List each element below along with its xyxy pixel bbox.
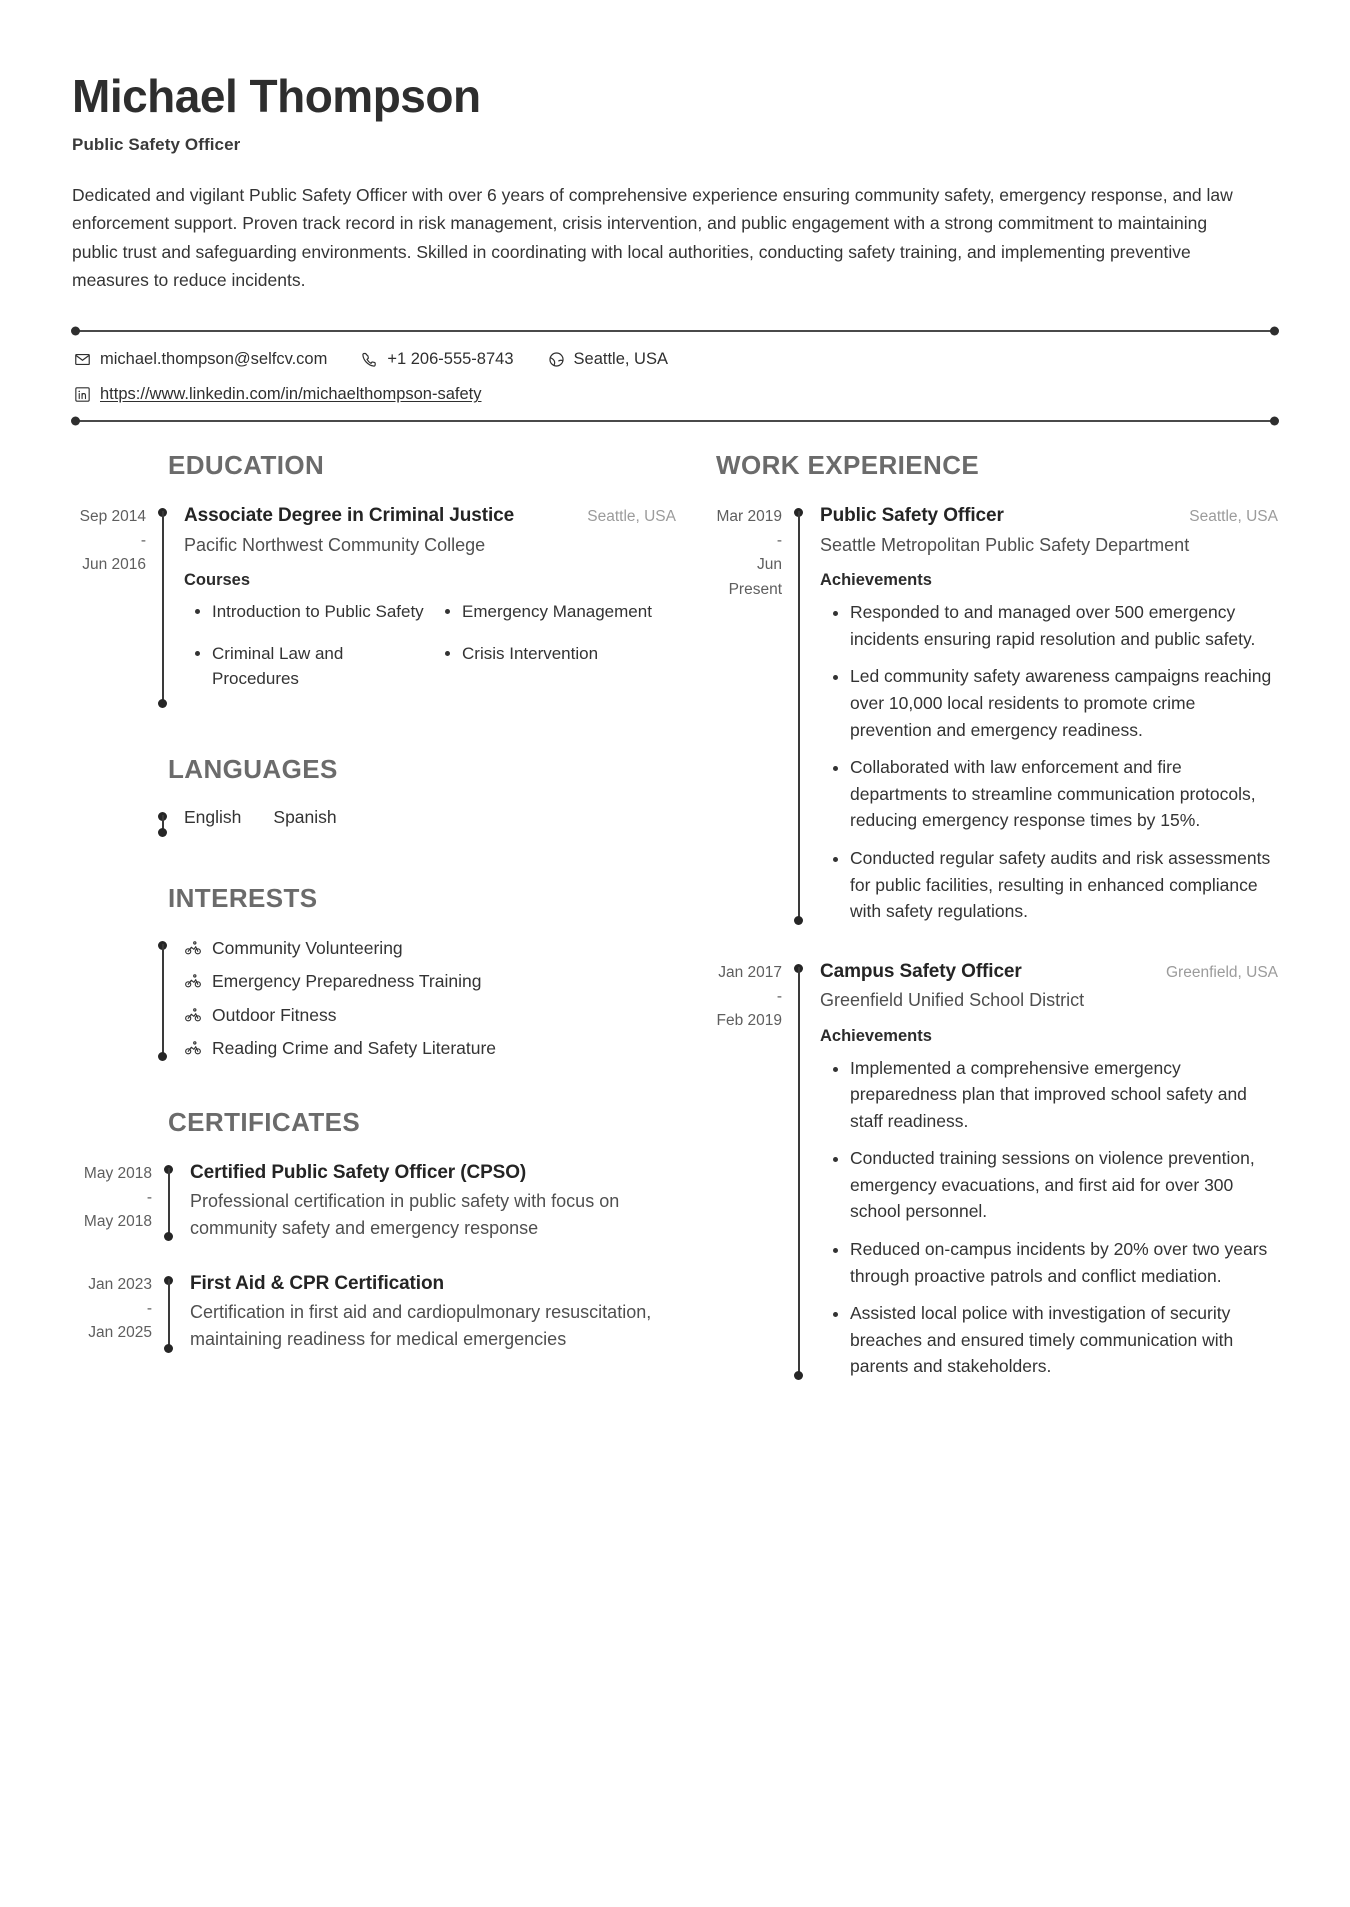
- section-education: [72, 450, 676, 707]
- work-entry: [702, 959, 1278, 1380]
- work-location: Greenfield, USA: [1166, 963, 1278, 981]
- work-timeline: [794, 503, 808, 924]
- bicycle-icon: [184, 1006, 202, 1024]
- certificate-title: Certified Public Safety Officer (CPSO): [190, 1161, 527, 1183]
- certificate-dates: [72, 1160, 164, 1241]
- interest-label: Emergency Preparedness Training: [212, 971, 482, 992]
- timeline-line: [168, 1279, 170, 1348]
- certificate-body: [178, 1160, 676, 1241]
- contact-row-secondary: [74, 383, 1276, 406]
- bicycle-icon: [184, 1039, 202, 1057]
- education-degree: Associate Degree in Criminal Justice: [184, 505, 515, 527]
- achievement-item: • Collaborated with law enforcement and fire departments to streamline communication protocols, reducing emergency response times by 15%.: [850, 754, 1278, 834]
- candidate-job-title: Public Safety Officer: [72, 134, 241, 154]
- achievement-item: • Implemented a comprehensive emergency preparedness plan that improved school safety and staff readiness.: [850, 1055, 1278, 1135]
- interests-timeline: [158, 936, 172, 1061]
- work-headline: [820, 959, 1278, 985]
- work-body: [808, 959, 1278, 1380]
- certificates-heading: CERTIFICATES: [168, 1106, 361, 1137]
- certificate-description: Certification in first aid and cardiopulmonary resuscitation, maintaining readiness for medical emergencies: [190, 1302, 652, 1350]
- achievements-label: Achievements: [820, 571, 932, 590]
- bicycle-icon: [184, 972, 202, 990]
- section-work-experience: [702, 450, 1278, 1380]
- bicycle-icon: [184, 939, 202, 957]
- certificate-date-dash: -: [146, 1188, 152, 1206]
- phone-icon: [361, 351, 378, 368]
- timeline-dot-bottom: [158, 1052, 167, 1061]
- courses-label: Courses: [184, 571, 251, 590]
- contact-email-text: michael.thompson@selfcv.com: [100, 350, 328, 369]
- certificate-date-end: May 2018: [83, 1212, 152, 1230]
- course-item: • Emergency Management: [462, 599, 676, 625]
- courses-column-1: [184, 599, 426, 708]
- work-date-start: Jan 2017: [718, 963, 782, 981]
- achievements-list: [820, 599, 1278, 925]
- timeline-line: [162, 511, 164, 703]
- language-item: English: [184, 806, 242, 827]
- education-timeline: [158, 503, 172, 707]
- timeline-dot-bottom: [158, 828, 167, 837]
- contact-location: [548, 348, 668, 371]
- timeline-line: [798, 511, 800, 920]
- work-job-title: Public Safety Officer: [820, 505, 1004, 527]
- contact-linkedin-text: https://www.linkedin.com/in/michaelthompson-safety: [100, 385, 482, 404]
- certificate-entry: [72, 1160, 676, 1241]
- interests-date-spacer: [72, 936, 158, 1061]
- work-date-end: Feb 2019: [716, 1011, 782, 1029]
- languages-list: [184, 807, 676, 828]
- education-date-dash: -: [140, 532, 146, 550]
- work-body: [808, 503, 1278, 924]
- work-dates: [702, 959, 794, 1380]
- education-headline: [184, 503, 676, 529]
- interests-list: [184, 936, 676, 1061]
- certificate-dates: [72, 1271, 164, 1352]
- section-interests: [72, 883, 676, 1061]
- course-item: • Criminal Law and Procedures: [212, 641, 426, 692]
- achievement-item: • Conducted training sessions on violence prevention, emergency evacuations, and first aid for over 300 school personnel.: [850, 1145, 1278, 1225]
- interests-entry: [72, 936, 676, 1061]
- work-job-title: Campus Safety Officer: [820, 960, 1022, 982]
- interest-label: Community Volunteering: [212, 937, 403, 958]
- work-dates: [702, 503, 794, 924]
- courses-column-2: [434, 599, 676, 708]
- certificate-timeline: [164, 1271, 178, 1352]
- professional-summary: Dedicated and vigilant Public Safety Officer with over 6 years of comprehensive experience ensuring community safety, emergency response, and law enforcement support. Proven track record in risk management, crisis intervention, and public engagement with a strong commitment to maintaining public trust and safeguarding environments. Skilled in coordinating with local authorities, conducting safety training, and implementing preventive measures to reduce incidents.: [72, 184, 1233, 290]
- timeline-dot-bottom: [158, 699, 167, 708]
- contact-location-text: Seattle, USA: [573, 350, 668, 369]
- achievement-item: • Led community safety awareness campaigns reaching over 10,000 local residents to promote crime prevention and emergency readiness.: [850, 663, 1278, 743]
- certificate-date-start: Jan 2023: [88, 1276, 152, 1294]
- contact-email[interactable]: [74, 348, 327, 371]
- section-languages: [72, 754, 676, 837]
- certificate-title: First Aid & CPR Certification: [190, 1273, 444, 1295]
- work-date-start: Mar 2019: [716, 508, 782, 526]
- resume-body: [72, 450, 1278, 1380]
- work-entry: [702, 503, 1278, 924]
- contact-rail-top: [72, 330, 1278, 332]
- timeline-line: [162, 944, 164, 1057]
- education-date-end: Jun 2016: [82, 556, 146, 574]
- contact-rows: [72, 332, 1278, 420]
- timeline-line: [168, 1168, 170, 1237]
- certificate-body: [178, 1271, 676, 1352]
- work-headline: [820, 503, 1278, 529]
- contact-row-primary: [74, 348, 1276, 371]
- interests-body: [172, 936, 676, 1061]
- certificate-date-end: Jan 2025: [88, 1324, 152, 1342]
- courses-grid: [184, 599, 676, 708]
- languages-heading: LANGUAGES: [168, 753, 338, 784]
- right-column: [702, 450, 1278, 1380]
- timeline-dot-bottom: [164, 1232, 173, 1241]
- certificate-timeline: [164, 1160, 178, 1241]
- interest-item: [184, 936, 676, 961]
- candidate-name: Michael Thompson: [72, 70, 481, 122]
- work-date-dash: -: [776, 532, 782, 550]
- education-location: Seattle, USA: [587, 508, 676, 526]
- interest-label: Outdoor Fitness: [212, 1004, 337, 1025]
- education-dates: [72, 503, 158, 707]
- course-item: • Crisis Intervention: [462, 641, 676, 667]
- interest-label: Reading Crime and Safety Literature: [212, 1038, 497, 1059]
- course-item: • Introduction to Public Safety: [212, 599, 426, 625]
- section-certificates: [72, 1107, 676, 1353]
- certificate-entry: [72, 1271, 676, 1352]
- interest-item: [184, 969, 676, 994]
- education-body: [172, 503, 676, 707]
- envelope-icon: [74, 351, 91, 368]
- timeline-dot-bottom: [164, 1344, 173, 1353]
- education-entry: [72, 503, 676, 707]
- work-timeline: [794, 959, 808, 1380]
- contact-block: [72, 330, 1278, 422]
- work-organization: Seattle Metropolitan Public Safety Department: [820, 534, 1190, 555]
- education-heading: EDUCATION: [168, 450, 325, 481]
- achievement-item: • Responded to and managed over 500 emergency incidents ensuring rapid resolution and public safety.: [850, 599, 1278, 652]
- interests-heading: INTERESTS: [168, 882, 318, 913]
- languages-date-spacer: [72, 807, 158, 837]
- timeline-line: [798, 967, 800, 1376]
- left-column: [72, 450, 676, 1352]
- education-date-start: Sep 2014: [79, 508, 146, 526]
- resume-header: [72, 70, 1278, 294]
- contact-phone-text: +1 206-555-8743: [387, 350, 514, 369]
- work-date-end-secondary: Present: [728, 580, 782, 598]
- contact-phone[interactable]: [361, 348, 513, 371]
- work-organization: Greenfield Unified School District: [820, 989, 1085, 1010]
- work-date-end: Jun: [757, 556, 782, 574]
- achievement-item: • Reduced on-campus incidents by 20% over two years through proactive patrols and conflict mediation.: [850, 1236, 1278, 1289]
- languages-timeline: [158, 807, 172, 837]
- timeline-dot-bottom: [794, 1371, 803, 1380]
- contact-linkedin[interactable]: [74, 383, 482, 406]
- achievement-item: • Assisted local police with investigation of security breaches and ensured timely communication with parents and stakeholders.: [850, 1300, 1278, 1380]
- work-date-dash: -: [776, 987, 782, 1005]
- globe-icon: [548, 351, 565, 368]
- achievements-list: [820, 1055, 1278, 1381]
- work-experience-heading: WORK EXPERIENCE: [716, 450, 980, 481]
- achievement-item: • Conducted regular safety audits and risk assessments for public facilities, resulting in enhanced compliance with safety regulations.: [850, 845, 1278, 925]
- timeline-dot-bottom: [794, 916, 803, 925]
- linkedin-icon: [74, 386, 91, 403]
- work-location: Seattle, USA: [1189, 508, 1278, 526]
- certificate-date-start: May 2018: [83, 1164, 152, 1182]
- languages-body: [172, 807, 676, 837]
- certificate-description: Professional certification in public safety with focus on community safety and emergency response: [190, 1190, 620, 1238]
- certificate-date-dash: -: [146, 1300, 152, 1318]
- education-school: Pacific Northwest Community College: [184, 534, 486, 555]
- interest-item: [184, 1003, 676, 1028]
- contact-rail-bottom: [72, 420, 1278, 422]
- language-item: Spanish: [273, 806, 337, 827]
- achievements-label: Achievements: [820, 1026, 932, 1045]
- languages-entry: [72, 807, 676, 837]
- interest-item: [184, 1036, 676, 1061]
